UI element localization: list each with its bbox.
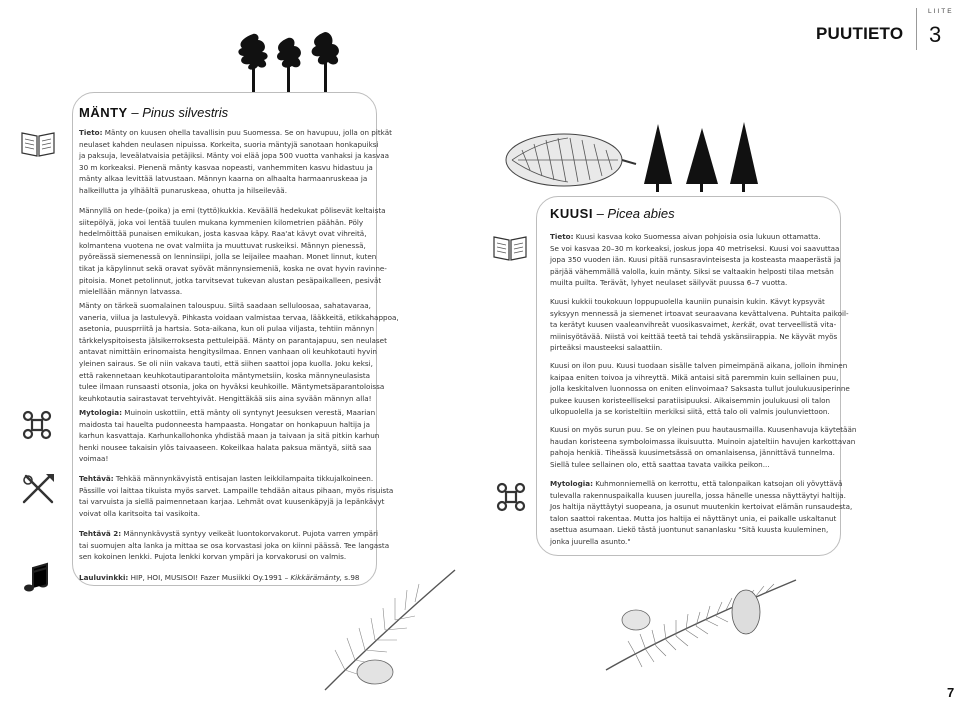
text-line: Jos haltija näyttäytyi suopeana, ja osunut muutenkin kertoivat elämän runsaudesta,: [550, 502, 853, 512]
manty-task1-label: Tehtävä:: [79, 474, 114, 483]
text-line: hedelmöittää punaisen emikukan, josta kasvaa käpy. Raa'at kävyt ovat vihreitä,: [79, 229, 367, 239]
song-tip-title: Kikkärämänty,: [290, 573, 343, 582]
manty-tieto-label: Tieto:: [79, 128, 103, 137]
text-line: Pässille voi laittaa tikuista myös sarvet. Lampaille tehdään aitaus pihaan, myös risuista: [79, 485, 394, 495]
text-line: Se voi kasvaa 20–30 m korkeaksi, joskus jopa 40 metriseksi. Kuusi voi saavuttaa: [550, 243, 840, 253]
song-tip-label: Lauluvinkki:: [79, 573, 129, 582]
tools-icon: [20, 472, 56, 506]
manty-mythology-section: [79, 407, 379, 465]
text-line: Muinoin uskottiin, että mänty oli syntynyt Jeesuksen verestä, Maarian: [121, 408, 376, 417]
text-line: Kuusi on ilon puu. Kuusi tuodaan sisälle talven pimeimpänä aikana, jolloin ihminen: [550, 361, 848, 370]
text-line: ja paksuja, leveälatvaisia petäjiksi. Mänty voi elää jopa 500 vuotta vanhaksi ja kasvaa: [79, 151, 390, 161]
appendix-label: LIITE: [928, 8, 954, 15]
text-line: pahoja henkiä. Tiheässä kuusimetsässä on omanlaisensa, jännittävä tunnelma.: [550, 448, 835, 458]
text-line: talon saattoi rakentaa. Mutta jos haltija ei näyttänyt unia, ei paikalle uskaltanut: [550, 513, 837, 523]
text-line: keuhkotautia sairastavat tervehtyivät. Hengittäkää siis aina syvään männyn alla!: [79, 393, 372, 403]
manty-economy-section: [79, 300, 399, 404]
text-line: kolmantena vuotena ne ovat valmiita ja muuttuvat ruskeiksi. Männyn pienessä,: [79, 240, 366, 250]
page-header-title: PUUTIETO: [816, 24, 904, 43]
spruce-branch-illustration: [596, 540, 806, 690]
text-line: pirteäksi mausteeksi salaattiin.: [550, 343, 663, 353]
manty-flowering-section: [79, 205, 387, 298]
text-line: asetonia, puusprriitä ja hartsia. Sota-aikana, kun oli pulaa viljasta, tehtiin männyn: [79, 324, 375, 334]
text-line: pärjää vähemmällä valolla, kuin mänty. Siksi se valtaakin helposti tilaa metsän: [550, 266, 834, 276]
text-line: Kuusi kasvaa koko Suomessa aivan pohjoisia osia lukuun ottamatta.: [573, 232, 821, 241]
text-line: siitepölyä, joka voi lentää tuulen mukana kymmenien kilometrien päähän. Pöly: [79, 217, 364, 227]
text-line: Kuusi on myös surun puu. Se on yleinen puu hautausmailla. Kuusenhavuja käytetään: [550, 425, 857, 434]
text-line: antavat nimittäin erinomaista hengitysilmaa. Ennen vanhaan oli keuhkotauti hyvin: [79, 347, 377, 357]
text-line: mänty alkaa levittää latvustaan. Männyn kaarna on alhaalta harmaanruskeaa ja: [79, 174, 368, 184]
text-line: Kuhmonniemellä on kerrottu, että talonpaikan katsojan oli yövyttävä: [592, 479, 843, 488]
appendix-number: 3: [929, 22, 942, 47]
text-line: yleinen sairaus. Se oli niin vakava tauti, että siihen saattoi jopa kuolla. Joku keksi,: [79, 358, 373, 368]
kerkat-term: kerkät: [732, 320, 755, 330]
text-line: 30 m korkeaksi. Pienenä mänty kasvaa nopeasti, vanhemmiten kasvu hidastuu ja: [79, 162, 373, 172]
manty-task2-section: [79, 528, 389, 563]
text-line: Tehkää männynkävyistä entisajan lasten leikkilampaita tikkujalkoineen.: [113, 474, 374, 483]
manty-title-latin: Pinus silvestris: [142, 105, 229, 120]
song-tip-text: HIP, HOI, MUSISOI! Fazer Musiikki Oy.1991 –: [128, 573, 291, 582]
text-line: halkeillutta ja ylhäältä punaruskeaa, ohutta ja hilseilevää.: [79, 185, 287, 195]
pine-cone-illustration: [498, 120, 638, 200]
text-line: asettua asumaan. Liekö tästä juontunut sananlasku "Sitä kuusta kuuleminen,: [550, 525, 829, 535]
text-line: ulkopuolella ja se koristeltiin merkiksi siitä, että talo oli valmis joulunviettoon.: [550, 407, 830, 417]
text-line: tulevalla rakennuspaikalla kuusen juurella, jossa hänelle unessa näyttäytyi haltija.: [550, 490, 846, 500]
kuusi-tieto-section: [550, 231, 840, 289]
text-line: jonka juurella asunto.": [550, 536, 631, 546]
music-notes-icon: [22, 562, 52, 596]
knot-symbol-icon: [22, 410, 52, 440]
manty-title: MÄNTY – Pinus silvestris: [79, 105, 229, 120]
text-line: että rakennetaan keuhkotautiparantoloita mäntymetsiin, koska männyneulasista: [79, 370, 371, 380]
text-line: neulaset kahden neulasen nipuissa. Korkeita, suoria mäntyjä sanotaan honkapuiksi: [79, 139, 379, 149]
text-line: jopa 350 vuoden iän. Kuusi pitää runsasravinteisesta ja kosteasta maaperästä ja: [550, 255, 841, 265]
text-line: tai suomujen alta lanka ja mittaa se osa korvastasi joka on kiinni päässä. Tee langasta: [79, 540, 390, 550]
spruce-trees-illustration: [636, 122, 766, 192]
kuusi-title-latin: Picea abies: [607, 206, 675, 221]
text-line: maidosta tai hauelta pudonneesta hampaasta. Hongatar on honkapuun haltija ja: [79, 419, 371, 429]
text-line: Mänty on kuusen ohella tavallisin puu Suomessa. Se on havupuu, jolla on pitkät: [102, 128, 392, 137]
kuusi-mythology-section: [550, 478, 852, 548]
text-line: voimaa!: [79, 454, 109, 464]
text-line: tikat ja käpylinnut sekä oravat syövät männynsiemeniä, koska ne ovat hyvin ravinne-: [79, 263, 387, 273]
page-number: 7: [947, 685, 955, 700]
kuusi-title-main: KUUSI: [550, 206, 593, 221]
text-line: Männynkävystä syntyy veikeät luontokorvakorut. Pujota varren ympäri: [121, 529, 379, 538]
manty-tieto-section: [79, 127, 392, 197]
text-line: ta kerätyt kuusen vaaleanvihreät vuosikasvaimet,: [550, 320, 732, 330]
kuusi-joy-section: [550, 360, 850, 418]
kuusi-title: KUUSI – Picea abies: [550, 206, 675, 221]
open-book-icon: [492, 232, 528, 262]
text-line: sen kokoinen lenkki. Pujota lenkki korvan ympäri ja korvakorusi on valmis.: [79, 552, 347, 562]
text-line: muilta puilta. Terävät, lyhyet neulaset säilyvät puussa 6–7 vuotta.: [550, 278, 788, 288]
text-line: vaneria, viilua ja lastulevyä. Pihkasta voidaan valmistaa tervaa, lääkkeitä, etikkahappoa,: [79, 312, 399, 322]
text-line: tai varvuista ja siellä paimennetaan karjaa. Lehmät ovat kuusenkäpyjä ja lepänkävyt: [79, 497, 385, 507]
text-line: Mänty on tärkeä suomalainen talouspuu. Siitä saadaan selluloosaa, sahatavaraa,: [79, 301, 371, 310]
kuusi-myth-label: Mytologia:: [550, 479, 593, 488]
text-line: miinisyötävää. Niistä voi keittää teetä tai tehdä yskänsiirappia. Ne käyvät myös: [550, 331, 838, 341]
song-tip-page: s.98: [342, 573, 360, 582]
manty-song-tip: [79, 572, 359, 584]
text-line: pukee kuusen koristeelliseksi paratiisipuuksi. Aikaisemmin joulukuusi oli talon: [550, 395, 831, 405]
manty-myth-label: Mytologia:: [79, 408, 122, 417]
kuusi-tieto-label: Tieto:: [550, 232, 574, 241]
text-line: mielellään männyn latvassa.: [79, 287, 183, 297]
text-line: Männyllä on hede-(poika) ja emi (tyttö)kukkia. Keväällä hedekukat pölisevät keltaista: [79, 206, 386, 215]
knot-symbol-icon: [496, 482, 526, 512]
text-line: voivat olla karitsoita tai vasikoita.: [79, 508, 201, 518]
header-divider: [916, 8, 917, 50]
text-line: Siellä tulee sellainen olo, että saattaa tavata vaikka peikon...: [550, 459, 770, 469]
manty-task1-section: [79, 473, 393, 519]
text-line: haudan koristeena symboloimassa ikuisuutta. Muinoin ajateltiin havujen karkottavan: [550, 436, 856, 446]
text-line: , ovat terveellistä vita-: [754, 320, 837, 330]
kuusi-sorrow-section: [550, 424, 856, 470]
text-line: tärkkelyspitoisesta jälsikerroksesta pettuleipää. Mänty on parantajapuu, sen neulaset: [79, 335, 387, 345]
text-line: Kuusi kukkii toukokuun loppupuolella kauniin punaisin kukin. Kävyt kypsyvät: [550, 297, 825, 306]
manty-task2-label: Tehtävä 2:: [79, 529, 122, 538]
kuusi-flowering-section: [550, 296, 849, 354]
text-line: tulee ilmaan runsaasti otsonia, joka on hyväksi keuhkoille. Mäntymetsäparantoloissa: [79, 382, 385, 392]
text-line: pitoisia. Monet petolinnut, jotka tarvitsevat tukevan alustan pesäpaikalleen, pesivät: [79, 275, 382, 285]
manty-title-main: MÄNTY: [79, 105, 128, 120]
text-line: pyöreässä siemenessä on lenninsiipi, jolla se leijailee maahan. Monet linnut, kuten: [79, 252, 377, 262]
text-line: jolla keskitalven luonnossa on eniten elinvoimaa? Saksasta tullut joulukuusiperinne: [550, 384, 850, 394]
text-line: kaipaa eniten toivoa ja vihreyttä. Mikä antaisi sitä paremmin kuin sellainen puu,: [550, 372, 839, 382]
text-line: henki nousee takaisin ylös taivaaseen. Kokeilkaa halata paksua mäntyä, siitä saa: [79, 442, 372, 452]
text-line: syksyyn mennessä ja siemenet irtoavat seuraavana kevättalvena. Puhtaita paikoil-: [550, 308, 849, 318]
text-line: karhun kasvattaja. Karhunkallohonka yhdistää maan ja taivaan ja sitä pitkin karhun: [79, 431, 380, 441]
open-book-icon: [20, 128, 56, 158]
